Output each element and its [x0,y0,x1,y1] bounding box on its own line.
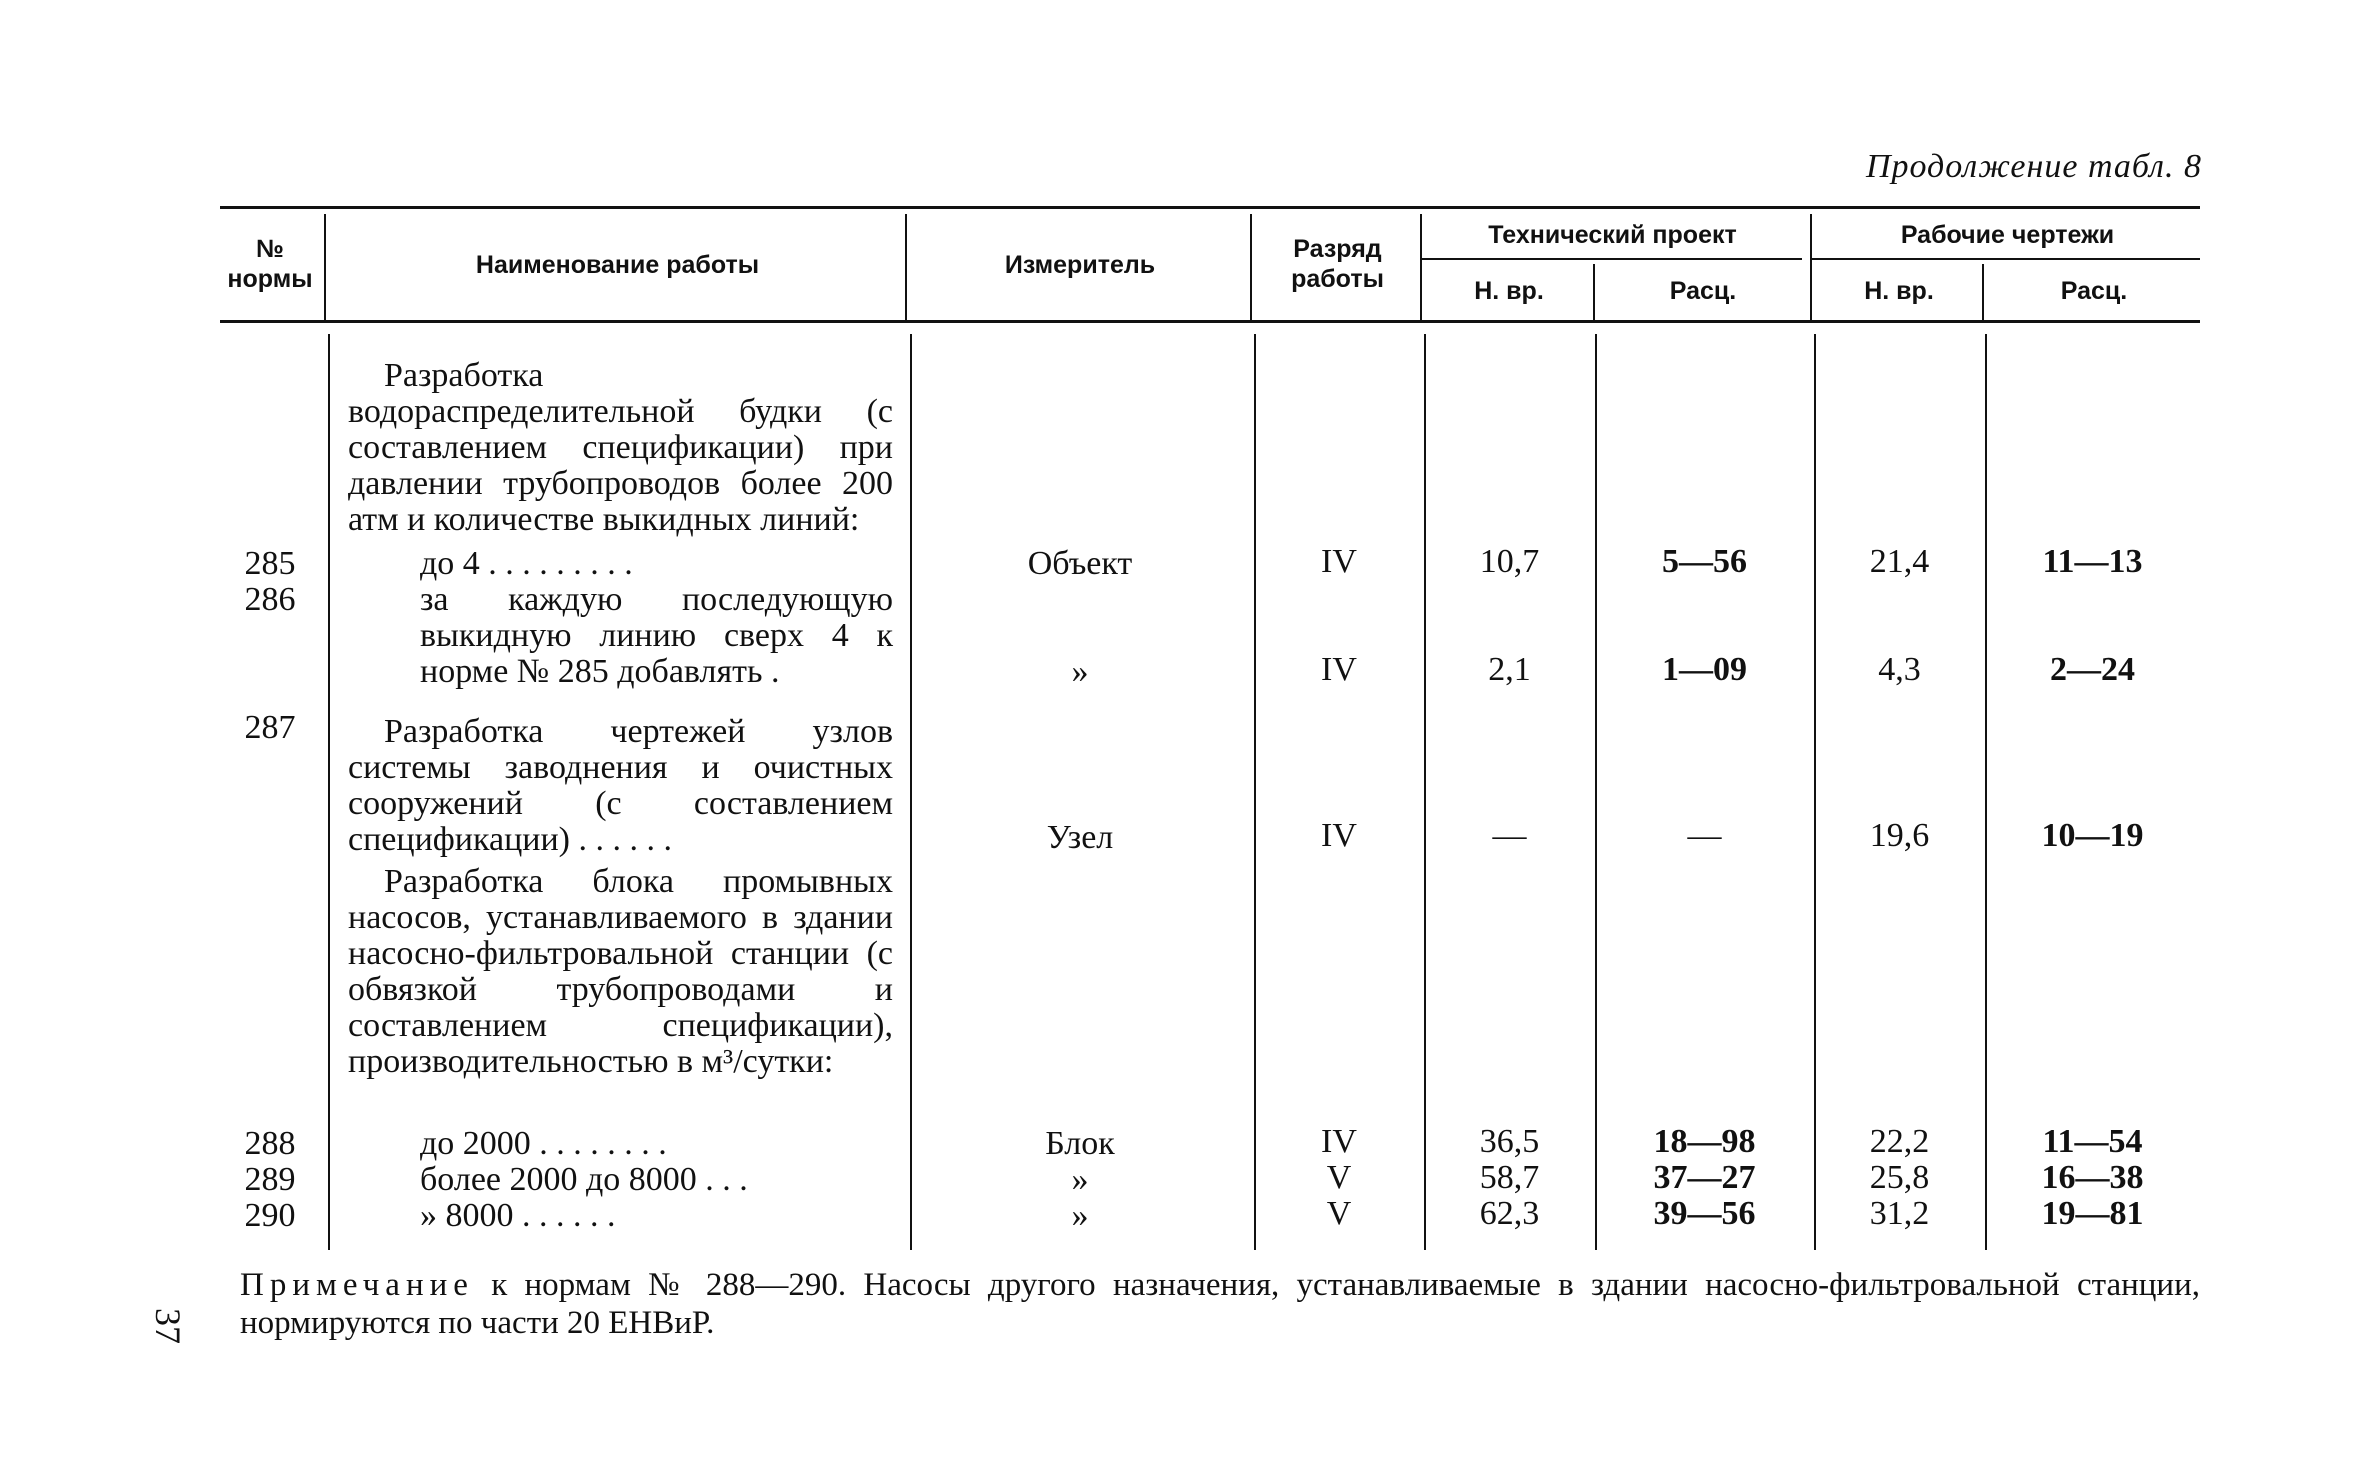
continuation-label: Продолжение табл. 8 [1865,148,2202,185]
header-work-name: Наименование работы [475,251,760,279]
row-288-tp-rasc: 18—98 [1653,1123,1756,1160]
header-working-drawings: Рабочие чертежи [1900,221,2115,249]
subheader-rule-work [1810,258,2200,260]
row-287-tp-rasc: — [1687,817,1722,854]
row-290-no: 290 [244,1197,296,1234]
body-divider-4 [1424,334,1426,1250]
section2-intro: Разработка блока промывных насосов, устанавливаемого в здании насосно-фильтровальной станции (с обвязкой трубопроводами и составлением спецификации), производительностью в м³/сутки: [348,863,893,1080]
row-288-no: 288 [244,1125,296,1162]
row-289-grade: V [1326,1159,1352,1196]
row-289-tp-nvr: 58,7 [1479,1159,1540,1196]
header-rc-nvr: Н. вр. [1864,277,1934,305]
row-285-unit: Объект [1027,545,1133,582]
row-290-unit: » [1071,1197,1089,1234]
row-285-rc-rasc: 11—13 [2042,543,2143,580]
col-divider-5 [1593,264,1595,320]
row-289-unit: » [1071,1161,1089,1198]
header-tp-rasc: Расц. [1669,277,1737,305]
row-290-tp-nvr: 62,3 [1479,1195,1540,1232]
footnote-text: к нормам № 288—290. Насосы другого назначения, устанавливаемые в здании насосно-фильтровальной станции, нормируются по части 20 ЕНВиР. [240,1267,2200,1341]
row-289-tp-rasc: 37—27 [1653,1159,1756,1196]
row-286-tp-nvr: 2,1 [1488,651,1531,688]
header-rc-rasc: Расц. [2060,277,2128,305]
row-290-rc-nvr: 31,2 [1869,1195,1930,1232]
row-287-tp-nvr: — [1492,817,1527,854]
row-286-tp-rasc: 1—09 [1662,651,1747,688]
page-number: 37 [148,1308,188,1344]
body-divider-6 [1814,334,1816,1250]
header-bottom-rule [220,320,2200,323]
row-287-rc-rasc: 10—19 [2041,817,2144,854]
col-divider-1 [324,214,326,320]
row-285-tp-nvr: 10,7 [1479,543,1540,580]
row-290-grade: V [1326,1195,1352,1232]
header-unit: Измеритель [1004,251,1156,279]
table-top-rule [220,206,2200,209]
row-286-grade: IV [1321,651,1357,688]
footnote [240,1266,2200,1342]
row-285-name: до 4 . . . . . . . . . [420,545,633,582]
row-287-unit: Узел [1046,819,1114,856]
header-grade: Разряд работы [1291,235,1384,293]
body-divider-2 [910,334,912,1250]
section1-intro: Разработка водораспределительной будки (с составлением спецификации) при давлении трубопроводов более 200 атм и количестве выкидных линий: [348,357,893,538]
row-287-name: Разработка чертежей узлов системы заводнения и очистных сооружений (с составлением спецификации) . . . . . . [348,713,893,858]
row-285-rc-nvr: 21,4 [1869,543,1930,580]
row-290-rc-rasc: 19—81 [2041,1195,2144,1232]
col-divider-6 [1810,214,1812,320]
subheader-rule-tech [1420,258,1802,260]
col-divider-2 [905,214,907,320]
row-289-name: более 2000 до 8000 . . . [420,1161,748,1198]
footnote-label: Примечание [240,1267,474,1303]
row-289-rc-rasc: 16—38 [2041,1159,2144,1196]
row-286-name: за каждую последующую выкидную линию сверх 4 к норме № 285 добавлять . [420,581,893,690]
row-286-no: 286 [244,581,296,618]
header-norm-no: № нормы [227,235,313,293]
body-divider-5 [1595,334,1597,1250]
header-tech-project: Технический проект [1488,221,1737,249]
col-divider-4 [1420,214,1422,320]
body-divider-3 [1254,334,1256,1250]
row-287-grade: IV [1321,817,1357,854]
row-287-no: 287 [244,709,296,746]
row-288-rc-nvr: 22,2 [1869,1123,1930,1160]
row-285-tp-rasc: 5—56 [1662,543,1747,580]
row-286-rc-nvr: 4,3 [1878,651,1921,688]
body-divider-1 [328,334,330,1250]
row-288-tp-nvr: 36,5 [1479,1123,1540,1160]
row-286-rc-rasc: 2—24 [2050,651,2135,688]
row-287-rc-nvr: 19,6 [1869,817,1930,854]
row-288-rc-rasc: 11—54 [2042,1123,2143,1160]
col-divider-3 [1250,214,1252,320]
row-288-name: до 2000 . . . . . . . . [420,1125,667,1162]
row-289-no: 289 [244,1161,296,1198]
row-290-name: » 8000 . . . . . . [420,1197,616,1234]
row-285-no: 285 [244,545,296,582]
row-289-rc-nvr: 25,8 [1869,1159,1930,1196]
row-290-tp-rasc: 39—56 [1653,1195,1756,1232]
row-288-grade: IV [1321,1123,1357,1160]
row-285-grade: IV [1321,543,1357,580]
row-288-unit: Блок [1045,1125,1115,1162]
row-286-unit: » [1071,653,1089,690]
header-tp-nvr: Н. вр. [1474,277,1544,305]
body-divider-7 [1985,334,1987,1250]
